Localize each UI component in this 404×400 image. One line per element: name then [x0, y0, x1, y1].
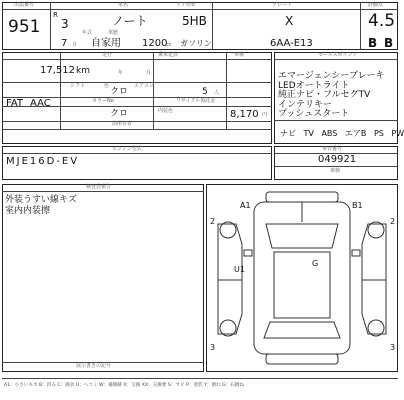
seats-unit: 人 — [214, 90, 220, 96]
mark-side-left-lower: 3 — [210, 343, 216, 352]
engine-model: MJE16D-EV — [6, 156, 80, 167]
lot-number-label: 出品番号 — [14, 2, 35, 8]
equipment-line: プッシュスタート — [278, 109, 350, 119]
seat-count: 5 — [202, 87, 208, 97]
inspection-label: 車検 — [234, 52, 245, 58]
overall-score: 4.5 — [368, 11, 396, 31]
equipment-line: LEDオートライト — [278, 80, 350, 91]
notes-header: 検査員報告 — [86, 184, 112, 190]
equipment-list — [278, 72, 385, 120]
interior-label: 内装色 — [158, 108, 174, 114]
chassis-number-label: 車台番号 — [322, 146, 343, 152]
exterior-score: B — [384, 36, 394, 50]
ac-label: エアコン — [134, 83, 154, 89]
car-name-label: 車名 — [118, 2, 129, 8]
tag-airbag: エアB — [344, 129, 367, 138]
grade: X — [285, 14, 294, 28]
ac: AAC — [30, 98, 51, 109]
mark-front-right: B1 — [352, 201, 363, 210]
equipment-header: セールスポイント — [318, 52, 358, 58]
car-name: ノート — [112, 14, 148, 28]
door-type: 5HB — [182, 14, 207, 28]
mileage-label: 走行 — [102, 52, 113, 58]
shift-label: シフト — [70, 83, 86, 89]
recycle-fee: 8,170 — [230, 109, 259, 120]
mark-side-right-lower: 3 — [390, 343, 396, 352]
mark-side-right-upper: 2 — [390, 217, 396, 226]
car-body-outline — [254, 202, 350, 354]
mileage: 17,512 — [40, 65, 75, 76]
tag-ps: PS — [373, 129, 384, 138]
front-bumper-outline — [266, 192, 338, 202]
grade-label: グレード — [272, 2, 293, 8]
rear-bumper-outline — [266, 354, 338, 364]
roof-outline — [274, 252, 330, 318]
month-unit: 月 — [72, 42, 78, 48]
interior-color: クロ — [110, 109, 129, 119]
year-era: R — [53, 11, 58, 19]
color-label: 色 — [104, 83, 110, 89]
exterior-color: クロ — [110, 87, 129, 97]
year-unit: 年 — [118, 70, 124, 76]
rear-window-outline — [264, 322, 340, 338]
car-diagram — [206, 184, 398, 372]
mirror-left — [244, 250, 252, 256]
mileage-unit: km — [76, 66, 90, 76]
note-line: 室内内装擦 — [5, 206, 51, 216]
equipment-tags — [280, 128, 404, 139]
seats-label: 乗車定員 — [158, 52, 179, 58]
engine-model-label: エンジン型式 — [112, 146, 142, 152]
mark-left-door: U1 — [234, 265, 245, 274]
recycle-label: リサイクル預託金 — [176, 98, 216, 104]
usage-label: 車歴 — [108, 30, 119, 36]
door-type-label: ドア形状 — [176, 2, 196, 8]
chassis-sub-label: 車検 — [330, 168, 341, 174]
month-unit-secondary: 月 — [146, 70, 152, 76]
color-code-label: カラーNo — [92, 98, 114, 104]
chassis-number: 049921 — [318, 154, 357, 165]
year-label: 年式 — [82, 30, 93, 36]
right-side-outline — [362, 224, 386, 334]
usage: 自家用 — [91, 38, 121, 49]
mark-side-left-upper: 2 — [210, 217, 216, 226]
tag-pw: PW — [391, 129, 404, 138]
tag-tv: TV — [303, 129, 314, 138]
month-number: 7 — [61, 38, 68, 49]
tag-navi: ナビ — [280, 129, 296, 138]
windshield-outline — [266, 224, 338, 248]
engine-cc: 1200 — [142, 38, 168, 49]
recycle-unit: 円 — [262, 112, 268, 118]
interior-score: B — [368, 36, 378, 50]
cc-unit: cc — [166, 42, 172, 48]
prev-owner-label: 前所有者 — [112, 121, 133, 127]
mark-front-left: A1 — [240, 201, 251, 210]
shift: FAT — [6, 98, 24, 109]
model-code: 6AA-E13 — [270, 38, 313, 49]
mark-roof: G — [312, 259, 319, 268]
equipment-line: インテリキー — [278, 99, 333, 110]
tag-abs: ABS — [321, 129, 338, 138]
notes-footer: 展示書きの記号 — [76, 363, 112, 369]
left-side-outline — [218, 224, 242, 334]
score-label: 評価点 — [368, 2, 384, 8]
equipment-line: エマージェンシーブレーキ — [278, 71, 385, 81]
legend-text: A1：小さいキズ B：凹み C：腐食 U：ヘコミ W：補修跡 X：交換 XX：交換要 S：サビ P：塗装 Y：割れ G：石跳ね — [4, 383, 245, 388]
lot-number: 951 — [8, 17, 41, 37]
equipment-line: 純正ナビ・フルセグTV — [278, 90, 371, 100]
fuel-type: ガソリン — [180, 39, 212, 48]
mirror-right — [352, 250, 360, 256]
note-line: 外装うすい線キズ — [5, 195, 77, 205]
year-number: 3 — [61, 17, 69, 31]
